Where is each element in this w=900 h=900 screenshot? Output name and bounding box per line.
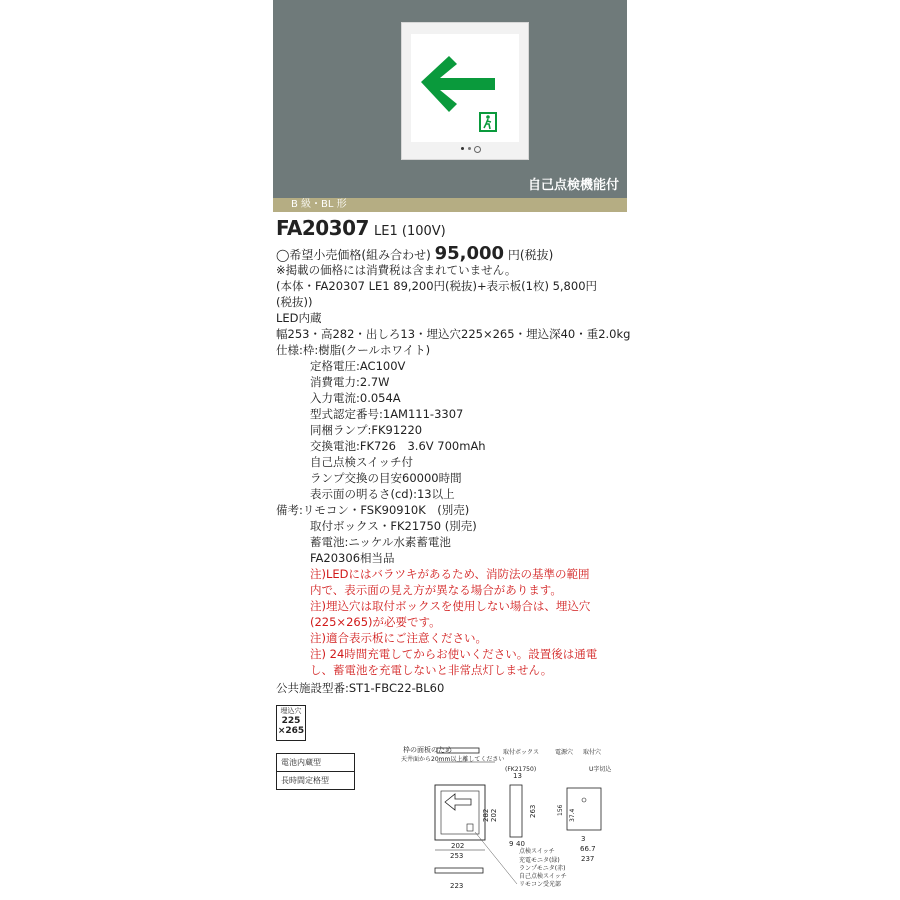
bottom-view-outline xyxy=(435,868,483,873)
dimension-diagram xyxy=(395,740,635,890)
dim-label: 237 xyxy=(581,855,595,863)
product-photo xyxy=(273,0,627,198)
remarks-line: 蓄電池:ニッケル水素蓄電池 xyxy=(310,535,451,549)
spec-line: 定格電圧:AC100V xyxy=(310,359,406,373)
model-suffix: LE1 (100V) xyxy=(374,224,446,239)
remarks-line: 備考:リモコン・FSK90910K (別売) xyxy=(276,503,470,517)
callout-label: 点検スイッチ xyxy=(519,848,555,855)
box-label: 取付ボックス xyxy=(503,749,539,756)
dim-label: 202 xyxy=(451,842,465,850)
callout-label: ランプモニタ(赤) xyxy=(519,865,566,872)
cutout-width: 225 xyxy=(281,716,301,726)
spec-line: 自己点検スイッチ付 xyxy=(310,455,414,469)
exit-sign-panel xyxy=(401,22,529,160)
spec-line: 入力電流:0.054A xyxy=(310,391,401,405)
dim-label: 156 xyxy=(557,804,564,816)
note-line: 注)埋込穴は取付ボックスを使用しない場合は、埋込穴 xyxy=(310,599,591,613)
battery-type-row: 長時間定格型 xyxy=(277,771,354,789)
callout-label: 自己点検スイッチ xyxy=(519,873,567,880)
diagram-note: 枠の面板のため xyxy=(403,746,452,754)
cutout-height: ×265 xyxy=(277,726,305,736)
text-line: (本体・FA20307 LE1 89,200円(税抜)+表示板(1枚) 5,800円 xyxy=(276,279,598,293)
hole-label: 電源穴 xyxy=(555,749,574,756)
dim-label: 66.7 xyxy=(580,845,596,853)
dim-label: 3 xyxy=(581,835,586,843)
running-man-exit-icon xyxy=(467,824,473,831)
note-line: 注) 24時間充電してからお使いください。設置後は通電 xyxy=(310,647,598,661)
hole-label: 取付穴 xyxy=(583,749,602,756)
dim-label: 13 xyxy=(513,772,522,780)
remarks-line: FA20306相当品 xyxy=(310,551,395,565)
running-man-exit-icon xyxy=(479,112,497,132)
spec-line: 型式認定番号:1AM111-3307 xyxy=(310,407,464,421)
cutout-badge xyxy=(276,705,306,741)
note-line: 注)適合表示板にご注意ください。 xyxy=(310,631,487,645)
self-test-caption: 自己点検機能付 xyxy=(527,178,619,193)
public-model-number: 公共施設型番:ST1-FBC22-BL60 xyxy=(276,681,445,695)
spec-line: 同梱ランプ:FK91220 xyxy=(310,423,423,437)
battery-type-table xyxy=(276,753,355,790)
spec-line: 表示面の明るさ(cd):13以上 xyxy=(310,487,455,501)
remarks-line: 取付ボックス・FK21750 (別売) xyxy=(310,519,477,533)
dim-label: 282 xyxy=(482,808,490,822)
callout-label: 充電モニタ(緑) xyxy=(519,857,560,864)
diagram-note: 天井面から20mm以上離してください xyxy=(401,756,505,763)
note-line: (225×265)が必要です。 xyxy=(310,615,441,629)
model-number xyxy=(276,216,446,240)
spec-header: 仕様:枠:樹脂(クールホワイト) xyxy=(276,343,431,357)
price-prefix: ◯希望小売価格(組み合わせ) xyxy=(276,248,431,262)
indicator-leds xyxy=(461,146,491,152)
dim-label: 253 xyxy=(450,852,464,860)
note-line: 注)LEDにはバラツキがあるため、消防法の基準の範囲 xyxy=(310,567,590,581)
front-view-outline xyxy=(435,785,485,840)
dim-label: 40 xyxy=(516,840,525,848)
left-arrow-icon xyxy=(411,34,519,142)
dim-label: 37.4 xyxy=(569,808,576,822)
dim-label: 202 xyxy=(490,808,498,822)
text-line: (税抜)) xyxy=(276,295,313,309)
class-label: B 級・BL 形 xyxy=(291,199,347,210)
text-line: LED内蔵 xyxy=(276,311,322,325)
battery-type-row: 電池内蔵型 xyxy=(281,758,321,767)
power-hole-icon xyxy=(582,798,586,802)
spec-line: 交換電池:FK726 3.6V 700mAh xyxy=(310,439,486,453)
callout-label: リモコン受光部 xyxy=(519,881,562,888)
cutout-label: 埋込穴 xyxy=(280,707,302,715)
spec-line: 消費電力:2.7W xyxy=(310,375,390,389)
box-model: (FK21750) xyxy=(505,766,537,773)
dim-label: 263 xyxy=(529,804,537,818)
spec-line: ランプ交換の目安60000時間 xyxy=(310,471,462,485)
left-arrow-icon xyxy=(445,794,471,810)
class-band xyxy=(273,198,627,212)
price-suffix: 円(税抜) xyxy=(507,248,554,262)
price-line xyxy=(276,243,553,264)
dim-label: 223 xyxy=(450,882,464,890)
dimensions-line: 幅253・高282・出しろ13・埋込穴225×265・埋込深40・重2.0kg xyxy=(276,327,631,341)
text-line: ※掲載の価格には消費税は含まれていません。 xyxy=(276,263,517,277)
side-view-outline xyxy=(510,785,522,837)
price-amount: 95,000 xyxy=(434,243,505,264)
sign-face xyxy=(411,34,519,142)
note-line: 内で、表示面の見え方が異なる場合があります。 xyxy=(310,583,562,597)
note-line: し、蓄電池を充電しないと非常点灯しません。 xyxy=(310,663,553,677)
hole-label: U字切込 xyxy=(589,766,612,773)
model-main: FA20307 xyxy=(276,216,369,240)
dim-label: 9 xyxy=(509,840,514,848)
